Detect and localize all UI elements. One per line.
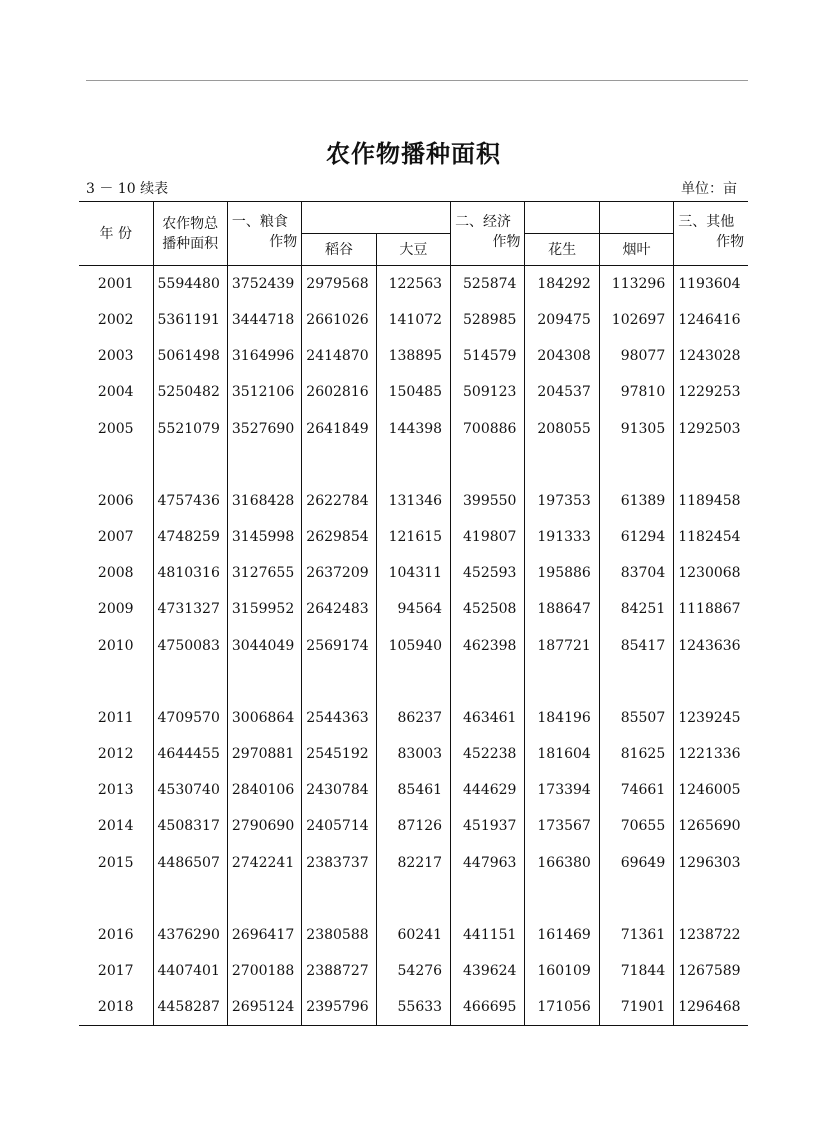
cell-peanut: 197353 [525,483,599,519]
cell-other: 1193604 [674,266,748,303]
cell-soybean: 60241 [376,917,450,953]
spacer-row [79,881,748,917]
cell-soybean: 150485 [376,374,450,410]
cell-total: 4376290 [153,917,227,953]
cell-total: 4530740 [153,772,227,808]
cell-total: 4486507 [153,844,227,880]
spacer-cell [674,447,748,483]
cell-soybean: 121615 [376,519,450,555]
cell-rice: 2545192 [302,736,376,772]
cell-economic: 451937 [451,808,525,844]
cell-rice: 2405714 [302,808,376,844]
table-row [79,953,748,989]
cell-rice: 2383737 [302,844,376,880]
cell-total: 5521079 [153,411,227,447]
cell-other: 1189458 [674,483,748,519]
spacer-cell [599,664,673,700]
cell-economic: 452508 [451,591,525,627]
header-soybean: 大豆 [376,234,450,266]
cell-other: 1243028 [674,338,748,374]
spacer-cell [227,881,301,917]
cell-year: 2006 [97,492,134,509]
table-row [79,338,748,374]
cell-economic: 439624 [451,953,525,989]
cell-tobacco: 83704 [599,555,673,591]
cell-soybean: 104311 [376,555,450,591]
cell-year: 2008 [97,565,134,582]
cell-tobacco: 91305 [599,411,673,447]
cell-tobacco: 74661 [599,772,673,808]
spacer-cell [376,881,450,917]
table-row [79,736,748,772]
spacer-cell [153,881,227,917]
cell-soybean: 144398 [376,411,450,447]
cell-peanut: 181604 [525,736,599,772]
cell-rice: 2414870 [302,338,376,374]
cell-grain: 3444718 [227,302,301,338]
header-economic: 二、经济 作物 [451,202,525,266]
spacer-row [79,447,748,483]
spacer-cell [79,881,153,917]
spacer-cell [302,881,376,917]
cell-rice: 2544363 [302,700,376,736]
cell-total: 5061498 [153,338,227,374]
cell-grain: 2696417 [227,917,301,953]
cell-tobacco: 70655 [599,808,673,844]
cell-peanut: 208055 [525,411,599,447]
cell-grain: 3145998 [227,519,301,555]
cell-rice: 2629854 [302,519,376,555]
cell-year: 2007 [97,529,134,546]
table-row [79,700,748,736]
cell-economic: 452593 [451,555,525,591]
cell-economic: 700886 [451,411,525,447]
cell-total: 4750083 [153,628,227,664]
table-row [79,772,748,808]
cell-grain: 3044049 [227,628,301,664]
spacer-cell [674,664,748,700]
cell-rice: 2430784 [302,772,376,808]
cell-grain: 3168428 [227,483,301,519]
cell-rice: 2979568 [302,266,376,303]
cell-peanut: 195886 [525,555,599,591]
cell-other: 1246005 [674,772,748,808]
cell-total: 4748259 [153,519,227,555]
cell-tobacco: 71844 [599,953,673,989]
spacer-row [79,664,748,700]
cell-other: 1296468 [674,989,748,1026]
cell-grain: 3006864 [227,700,301,736]
cell-grain: 2700188 [227,953,301,989]
cell-economic: 463461 [451,700,525,736]
cell-tobacco: 98077 [599,338,673,374]
cell-economic: 462398 [451,628,525,664]
cell-year: 2001 [97,276,134,292]
cell-other: 1239245 [674,700,748,736]
cell-year: 2017 [97,962,134,979]
cell-rice: 2641849 [302,411,376,447]
cell-soybean: 82217 [376,844,450,880]
table-row [79,555,748,591]
cell-soybean: 122563 [376,266,450,303]
table-header [79,202,748,266]
cell-total: 5361191 [153,302,227,338]
cell-economic: 441151 [451,917,525,953]
cell-grain: 2970881 [227,736,301,772]
cell-other: 1238722 [674,917,748,953]
spacer-cell [376,447,450,483]
table-row [79,808,748,844]
spacer-cell [525,664,599,700]
cell-economic: 444629 [451,772,525,808]
spacer-cell [227,447,301,483]
cell-soybean: 105940 [376,628,450,664]
cell-other: 1230068 [674,555,748,591]
cell-total: 4757436 [153,483,227,519]
cell-economic: 452238 [451,736,525,772]
spacer-cell [79,664,153,700]
cell-economic: 525874 [451,266,525,303]
cell-grain: 3164996 [227,338,301,374]
cell-soybean: 54276 [376,953,450,989]
cell-grain: 3752439 [227,266,301,303]
cell-tobacco: 71361 [599,917,673,953]
spacer-cell [376,664,450,700]
spacer-cell [599,447,673,483]
header-tobacco: 烟叶 [599,234,673,266]
cell-year: 2013 [97,782,134,799]
cell-economic: 514579 [451,338,525,374]
cell-other: 1229253 [674,374,748,410]
cell-other: 1292503 [674,411,748,447]
header-peanut-top [525,202,599,234]
table-row [79,519,748,555]
cell-other: 1296303 [674,844,748,880]
table-row [79,628,748,664]
spacer-cell [525,447,599,483]
spacer-cell [451,664,525,700]
cell-rice: 2637209 [302,555,376,591]
cell-grain: 3127655 [227,555,301,591]
top-rule [86,80,748,81]
cell-year: 2010 [97,637,134,654]
cell-soybean: 141072 [376,302,450,338]
spacer-cell [599,881,673,917]
cell-soybean: 87126 [376,808,450,844]
cell-rice: 2661026 [302,302,376,338]
sown-area-table [79,201,748,1026]
spacer-cell [451,447,525,483]
cell-total: 4407401 [153,953,227,989]
cell-year: 2003 [97,348,134,365]
cell-peanut: 204308 [525,338,599,374]
cell-year: 2018 [97,999,134,1016]
cell-rice: 2602816 [302,374,376,410]
cell-peanut: 160109 [525,953,599,989]
cell-rice: 2622784 [302,483,376,519]
cell-tobacco: 69649 [599,844,673,880]
table-body [79,266,748,1026]
cell-rice: 2380588 [302,917,376,953]
cell-peanut: 204537 [525,374,599,410]
header-grain: 一、粮食 作物 [227,202,301,266]
cell-tobacco: 81625 [599,736,673,772]
cell-soybean: 85461 [376,772,450,808]
cell-year: 2016 [97,926,134,943]
table-row [79,302,748,338]
header-year: 年 份 [99,225,132,242]
cell-peanut: 184196 [525,700,599,736]
cell-soybean: 138895 [376,338,450,374]
cell-peanut: 161469 [525,917,599,953]
header-grain-sub-group [302,202,451,234]
cell-economic: 447963 [451,844,525,880]
cell-peanut: 188647 [525,591,599,627]
cell-tobacco: 61294 [599,519,673,555]
cell-tobacco: 102697 [599,302,673,338]
cell-total: 4508317 [153,808,227,844]
cell-other: 1246416 [674,302,748,338]
cell-year: 2004 [97,384,134,401]
cell-other: 1182454 [674,519,748,555]
spacer-cell [302,447,376,483]
cell-year: 2014 [97,818,134,835]
table-row [79,266,748,303]
cell-grain: 2840106 [227,772,301,808]
cell-tobacco: 85417 [599,628,673,664]
table-row [79,989,748,1026]
cell-total: 4731327 [153,591,227,627]
table-number: 3 － 10 续表 [86,181,169,197]
cell-rice: 2569174 [302,628,376,664]
cell-tobacco: 85507 [599,700,673,736]
table-row [79,917,748,953]
table-row [79,483,748,519]
table-row [79,844,748,880]
spacer-cell [525,881,599,917]
cell-other: 1243636 [674,628,748,664]
cell-total: 5594480 [153,266,227,303]
cell-peanut: 187721 [525,628,599,664]
cell-other: 1267589 [674,953,748,989]
cell-year: 2011 [97,709,134,726]
header-rice: 稻谷 [302,234,376,266]
cell-grain: 3159952 [227,591,301,627]
cell-soybean: 83003 [376,736,450,772]
cell-tobacco: 97810 [599,374,673,410]
cell-peanut: 166380 [525,844,599,880]
cell-total: 5250482 [153,374,227,410]
cell-economic: 466695 [451,989,525,1026]
cell-soybean: 94564 [376,591,450,627]
table-row [79,374,748,410]
cell-soybean: 131346 [376,483,450,519]
cell-economic: 399550 [451,483,525,519]
cell-economic: 528985 [451,302,525,338]
table-row [79,411,748,447]
cell-year: 2012 [97,745,134,762]
header-total: 农作物总 播种面积 [153,202,227,266]
cell-tobacco: 61389 [599,483,673,519]
cell-peanut: 173567 [525,808,599,844]
cell-rice: 2395796 [302,989,376,1026]
cell-tobacco: 84251 [599,591,673,627]
spacer-cell [153,664,227,700]
header-other: 三、其他 作物 [674,202,748,266]
cell-peanut: 191333 [525,519,599,555]
cell-other: 1265690 [674,808,748,844]
header-tobacco-top [599,202,673,234]
header-peanut: 花生 [525,234,599,266]
cell-other: 1221336 [674,736,748,772]
cell-total: 4644455 [153,736,227,772]
cell-rice: 2642483 [302,591,376,627]
spacer-cell [674,881,748,917]
cell-tobacco: 71901 [599,989,673,1026]
table-row [79,591,748,627]
cell-total: 4458287 [153,989,227,1026]
spacer-cell [227,664,301,700]
unit-label: 单位：亩 [681,181,737,197]
cell-other: 1118867 [674,591,748,627]
cell-year: 2015 [97,854,134,871]
cell-year: 2005 [97,420,134,437]
cell-total: 4709570 [153,700,227,736]
cell-year: 2009 [97,601,134,618]
cell-economic: 509123 [451,374,525,410]
cell-peanut: 171056 [525,989,599,1026]
cell-peanut: 173394 [525,772,599,808]
spacer-cell [451,881,525,917]
cell-soybean: 86237 [376,700,450,736]
cell-peanut: 209475 [525,302,599,338]
cell-grain: 3512106 [227,374,301,410]
cell-economic: 419807 [451,519,525,555]
cell-soybean: 55633 [376,989,450,1026]
cell-year: 2002 [97,312,134,329]
cell-grain: 2742241 [227,844,301,880]
cell-rice: 2388727 [302,953,376,989]
cell-grain: 3527690 [227,411,301,447]
cell-total: 4810316 [153,555,227,591]
cell-grain: 2695124 [227,989,301,1026]
spacer-cell [79,447,153,483]
cell-peanut: 184292 [525,266,599,303]
page-title: 农作物播种面积 [326,139,501,168]
cell-tobacco: 113296 [599,266,673,303]
spacer-cell [153,447,227,483]
spacer-cell [302,664,376,700]
cell-grain: 2790690 [227,808,301,844]
